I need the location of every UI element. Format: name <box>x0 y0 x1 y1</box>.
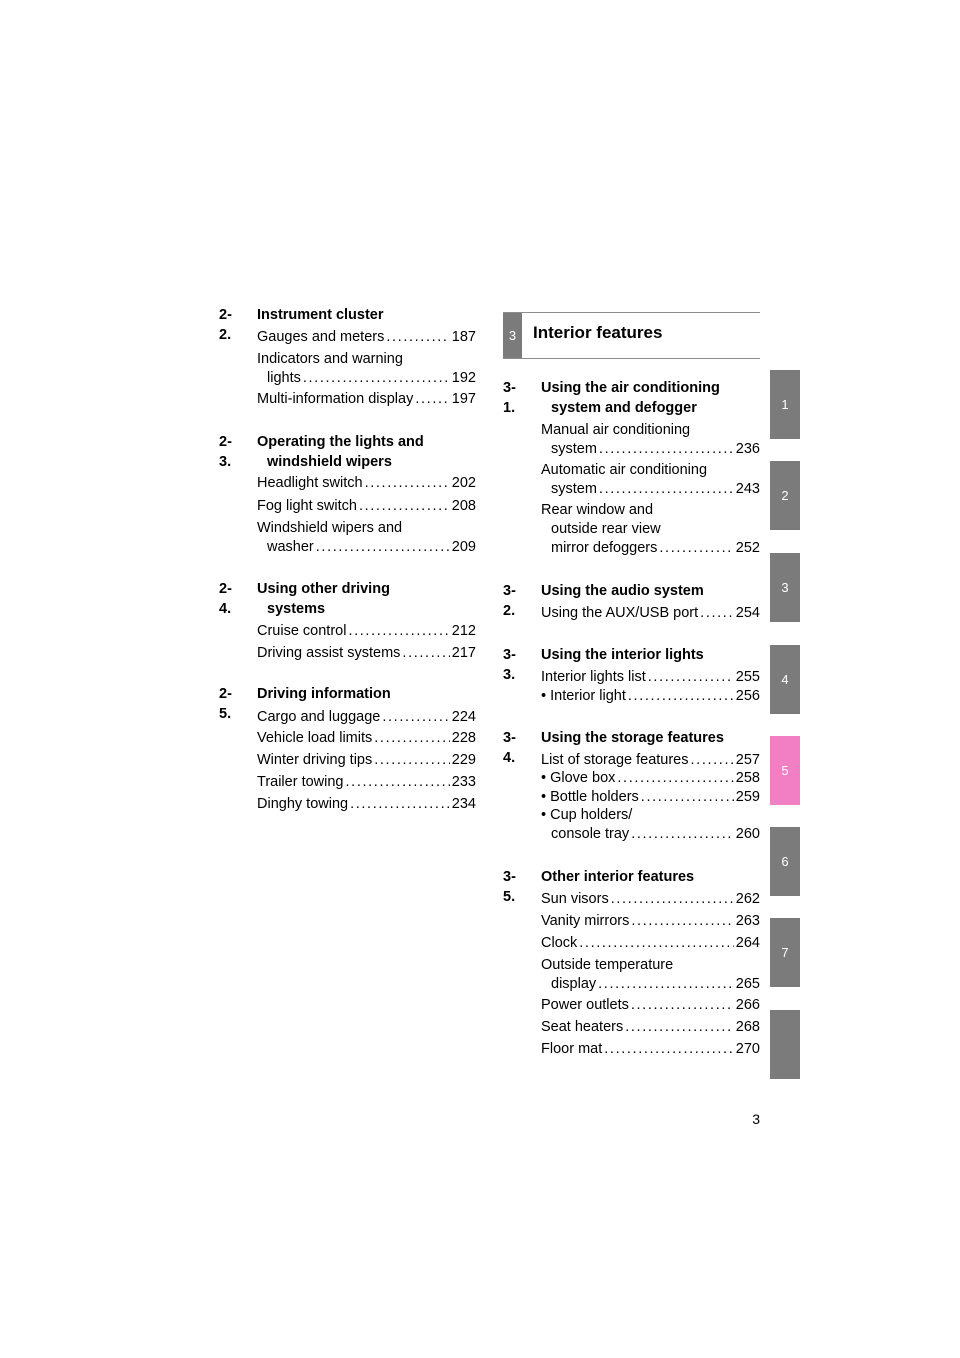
toc-entry[interactable]: Cargo and luggage . . . 224 <box>257 708 476 727</box>
section-number: 2-4. <box>219 581 232 617</box>
page-number: 256 <box>735 688 760 704</box>
page-number: 187 <box>451 329 476 345</box>
section-title: Other interior features <box>541 869 695 885</box>
page-number: 270 <box>735 1041 760 1057</box>
page-number: 208 <box>451 498 476 514</box>
section-number: 3-5. <box>503 869 516 905</box>
page-number: 254 <box>735 605 760 621</box>
toc-entry[interactable]: Multi-information display . . . 197 <box>257 390 476 409</box>
chapter-tab-index[interactable] <box>770 1010 800 1079</box>
page-number: 263 <box>735 913 760 929</box>
toc-entry[interactable]: Indicators and warning lights . . . 192 <box>257 350 476 388</box>
toc-entry[interactable]: Sun visors . . . 262 <box>541 890 760 909</box>
section-title: Using the audio system <box>541 583 704 599</box>
section-title: Operating the lights and windshield wipers <box>257 434 424 470</box>
toc-entry[interactable]: Vehicle load limits . . . 228 <box>257 729 476 748</box>
page-number: 252 <box>735 540 760 556</box>
toc-entry[interactable]: • Interior light . . . 256 <box>541 687 760 706</box>
page-number: 212 <box>451 623 476 639</box>
page-number: 228 <box>451 730 476 746</box>
toc-entry[interactable]: Fog light switch . . . 208 <box>257 497 476 516</box>
page-number: 229 <box>451 752 476 768</box>
page-number: 202 <box>451 475 476 491</box>
toc-entry[interactable]: Windshield wipers and washer . . . 209 <box>257 519 476 557</box>
chapter-tab-5-active[interactable]: 5 <box>770 736 800 805</box>
chapter-tab-7[interactable]: 7 <box>770 918 800 987</box>
toc-entry[interactable]: Gauges and meters . . . 187 <box>257 328 476 347</box>
toc-entry[interactable]: Floor mat . . . 270 <box>541 1040 760 1059</box>
page-number: 243 <box>735 481 760 497</box>
page-number: 266 <box>735 997 760 1013</box>
section-title: Using the air conditioning system and defogger <box>541 380 720 416</box>
toc-entry[interactable]: • Bottle holders . . . 259 <box>541 788 760 807</box>
toc-entry[interactable]: Interior lights list . . . 255 <box>541 668 760 687</box>
page-number: 257 <box>735 752 760 768</box>
page-number: 259 <box>735 789 760 805</box>
page-number: 258 <box>735 770 760 786</box>
chapter-tab-6[interactable]: 6 <box>770 827 800 896</box>
page-number: 262 <box>735 891 760 907</box>
chapter-number-tab: 3 <box>503 313 522 358</box>
toc-entry[interactable]: Driving assist systems . . . 217 <box>257 644 476 663</box>
section-title: Using the interior lights <box>541 647 704 663</box>
section-title: Driving information <box>257 686 391 702</box>
section-number: 2-3. <box>219 434 232 470</box>
page-number: 260 <box>735 826 760 842</box>
toc-entry[interactable]: Cruise control . . . 212 <box>257 622 476 641</box>
section-number: 3-4. <box>503 730 516 766</box>
toc-entry[interactable]: • Glove box . . . 258 <box>541 769 760 788</box>
chapter-header <box>503 312 760 359</box>
toc-entry[interactable]: Power outlets . . . 266 <box>541 996 760 1015</box>
toc-entry[interactable]: Vanity mirrors . . . 263 <box>541 912 760 931</box>
toc-entry[interactable]: Clock . . . 264 <box>541 934 760 953</box>
toc-entry[interactable]: Headlight switch . . . 202 <box>257 474 476 493</box>
page-number: 255 <box>735 669 760 685</box>
toc-entry[interactable]: Trailer towing . . . 233 <box>257 773 476 792</box>
page-number: 217 <box>451 645 476 661</box>
chapter-tab-1[interactable]: 1 <box>770 370 800 439</box>
chapter-tab-4[interactable]: 4 <box>770 645 800 714</box>
page-number: 236 <box>735 441 760 457</box>
chapter-tab-3[interactable]: 3 <box>770 553 800 622</box>
toc-entry[interactable]: Automatic air conditioning system . . . 243 <box>541 461 760 499</box>
chapter-tab-2[interactable]: 2 <box>770 461 800 530</box>
section-title: Using the storage features <box>541 730 724 746</box>
section-title: Instrument cluster <box>257 307 384 323</box>
page-number: 264 <box>735 935 760 951</box>
toc-entry[interactable]: Rear window and outside rear view mirror defoggers . . . 252 <box>541 501 760 558</box>
page-number: 197 <box>451 391 476 407</box>
section-number: 2-2. <box>219 307 232 343</box>
toc-entry[interactable]: Seat heaters . . . 268 <box>541 1018 760 1037</box>
page-number: 234 <box>451 796 476 812</box>
chapter-title: Interior features <box>533 323 663 342</box>
toc-entry[interactable]: Using the AUX/USB port . . . 254 <box>541 604 760 623</box>
toc-entry[interactable]: Outside temperature display . . . 265 <box>541 956 760 994</box>
page-number: 209 <box>451 539 476 555</box>
section-title: Using other driving systems <box>257 581 390 617</box>
toc-entry[interactable]: • Cup holders/ console tray . . . 260 <box>541 806 760 844</box>
page-number: 233 <box>451 774 476 790</box>
page-number-footer: 3 <box>752 1111 760 1127</box>
toc-entry[interactable]: Dinghy towing . . . 234 <box>257 795 476 814</box>
section-number: 3-3. <box>503 647 516 683</box>
toc-entry[interactable]: List of storage features . . . 257 <box>541 751 760 770</box>
page-number: 192 <box>451 370 476 386</box>
page-number: 265 <box>735 976 760 992</box>
section-number: 3-2. <box>503 583 516 619</box>
toc-entry[interactable]: Manual air conditioning system . . . 236 <box>541 421 760 459</box>
section-number: 2-5. <box>219 686 232 722</box>
toc-entry[interactable]: Winter driving tips . . . 229 <box>257 751 476 770</box>
section-number: 3-1. <box>503 380 516 416</box>
page-number: 224 <box>451 709 476 725</box>
page-number: 268 <box>735 1019 760 1035</box>
